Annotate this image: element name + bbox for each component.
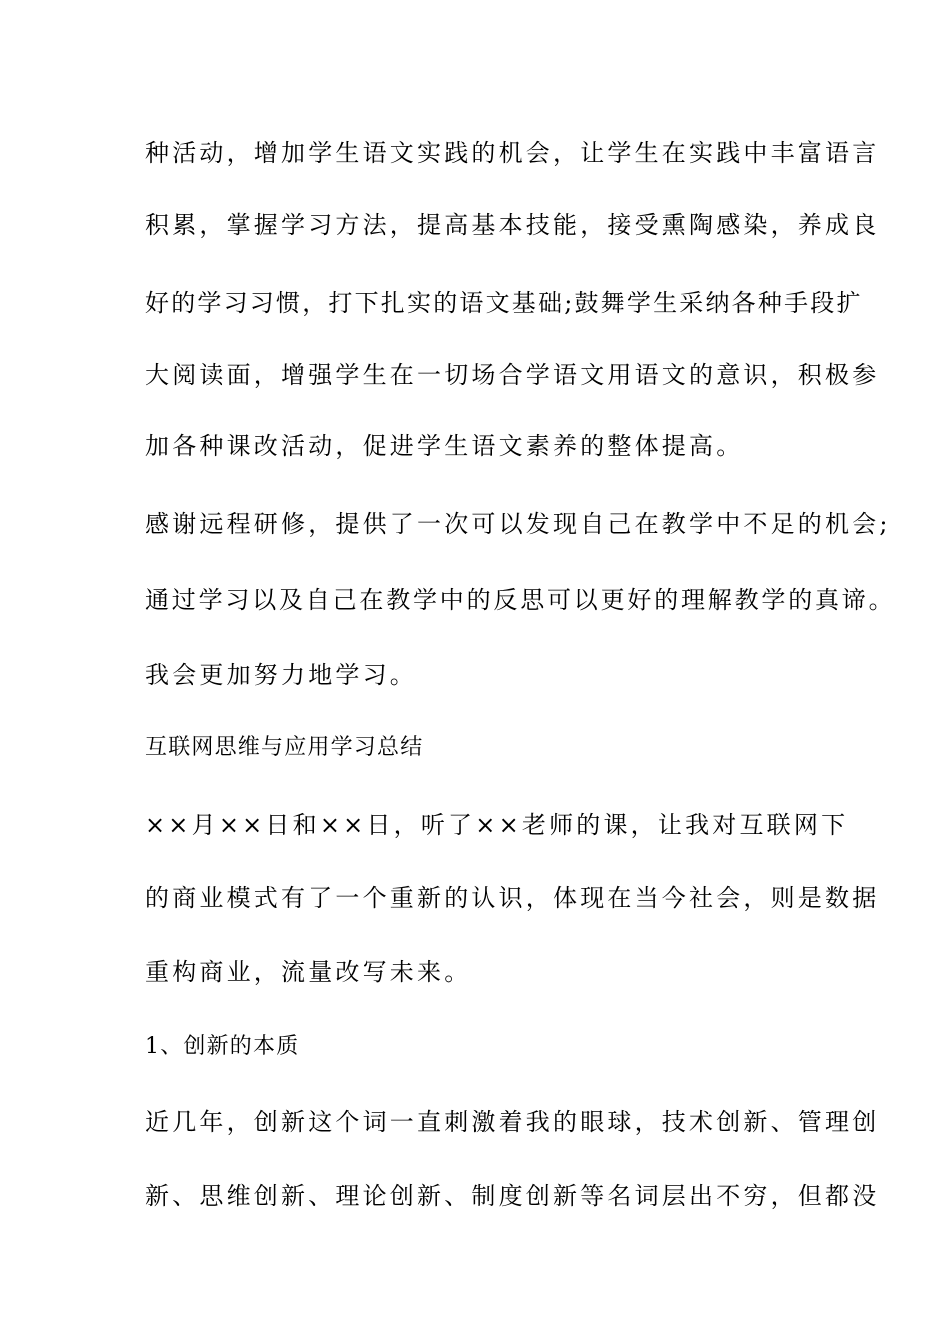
text-line: 近几年，创新这个词一直刺激着我的眼球，技术创新、管理创 [145,1108,880,1136]
text-line: 的商业模式有了一个重新的认识，体现在当今社会，则是数据 [145,884,880,912]
text-line: 重构商业，流量改写未来。 [145,958,472,986]
text-line: 我会更加努力地学习。 [145,661,417,689]
text-line: 种活动，增加学生语文实践的机会，让学生在实践中丰富语言 [145,139,880,167]
text-line: 通过学习以及自己在教学中的反思可以更好的理解教学的真谛。 [145,586,896,614]
text-line: 积累，掌握学习方法，提高基本技能，接受熏陶感染，养成良 [145,211,880,239]
text-line: 大阅读面，增强学生在一切场合学语文用语文的意识，积极参 [145,361,880,389]
text-line: 感谢远程研修，提供了一次可以发现自己在教学中不足的机会; [145,510,891,538]
text-line: ××月××日和××日，听了××老师的课，让我对互联网下 [145,811,849,839]
section-heading: 1、创新的本质 [145,1034,300,1059]
text-line: 好的学习习惯，打下扎实的语文基础;鼓舞学生采纳各种手段扩 [145,289,863,317]
text-line: 新、思维创新、理论创新、制度创新等名词层出不穷，但都没 [145,1182,880,1210]
text-line: 加各种课改活动，促进学生语文素养的整体提高。 [145,432,744,460]
section-heading: 互联网思维与应用学习总结 [145,735,424,760]
